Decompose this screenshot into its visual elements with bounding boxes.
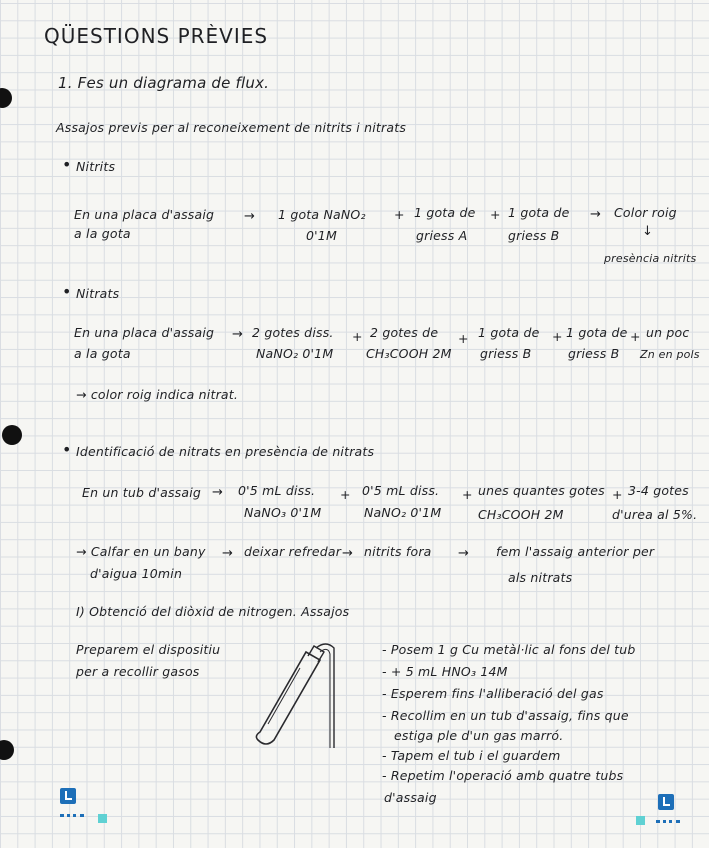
nitrats-step4-a: 1 gota de: [566, 325, 628, 340]
plus-sign: +: [458, 331, 469, 346]
plus-sign: +: [352, 329, 363, 344]
section2-step-6: - Tapem el tub i el guardem: [382, 748, 561, 763]
page-title: QÜESTIONS PRÈVIES: [44, 24, 269, 48]
ident-start: En un tub d'assaig: [82, 485, 202, 500]
bullet-icon: •: [62, 282, 72, 301]
ident-row2-a2: d'aigua 10min: [90, 566, 183, 581]
nitrits-step2-a: 1 gota de: [414, 205, 476, 220]
nitrits-step2-b: griess A: [416, 228, 468, 243]
flow-arrow: →: [590, 207, 602, 222]
cyan-square-icon: [636, 816, 645, 825]
ident-row2-c: nitrits fora: [364, 544, 432, 559]
section2-left-1: Preparem el dispositiu: [76, 642, 221, 657]
nitrats-step3-a: 1 gota de: [478, 325, 540, 340]
plus-sign: +: [490, 207, 501, 222]
ident-row2-b: deixar refredar: [244, 544, 342, 559]
nitrats-step1-a: 2 gotes diss.: [252, 325, 334, 340]
flow-arrow: →: [212, 485, 224, 500]
section2-step-5: estiga ple d'un gas marró.: [394, 728, 564, 743]
ident-row2-a1: → Calfar en un bany: [76, 544, 206, 559]
section2-step-3: - Esperem fins l'alliberació del gas: [382, 686, 604, 701]
ident-step1-a: 0'5 mL diss.: [238, 483, 316, 498]
ident-step2-b: NaNO₂ 0'1M: [364, 505, 442, 520]
nitrats-heading: Nitrats: [76, 286, 120, 301]
down-arrow-icon: ↓: [642, 224, 654, 239]
nitrats-note: → color roig indica nitrat.: [76, 387, 239, 402]
nitrits-result-note: presència nitrits: [604, 252, 697, 265]
ident-step3-a: unes quantes gotes: [478, 483, 605, 498]
flow-arrow: →: [232, 327, 244, 342]
binder-hole: [0, 740, 14, 760]
notebook-logo-icon: [656, 820, 680, 827]
nitrits-step3-a: 1 gota de: [508, 205, 570, 220]
nitrats-step1-b: NaNO₂ 0'1M: [256, 346, 334, 361]
identificacio-heading: Identificació de nitrats en presència de nitrats: [76, 444, 375, 459]
cyan-square-icon: [98, 814, 107, 823]
binder-hole: [2, 425, 22, 445]
nitrits-step1-a: 1 gota NaNO₂: [278, 207, 366, 222]
nitrats-step5-a: un poc: [646, 325, 690, 340]
flow-arrow: →: [244, 209, 256, 224]
section2-step-7: - Repetim l'operació amb quatre tubs: [382, 768, 624, 783]
notebook-logo-icon: [658, 794, 674, 810]
ident-step4-a: 3-4 gotes: [628, 483, 689, 498]
test-tube-apparatus-drawing: [248, 640, 368, 750]
section2-step-1: - Posem 1 g Cu metàl·lic al fons del tub: [382, 642, 636, 657]
section2-step-8: d'assaig: [384, 790, 437, 805]
flow-arrow: →: [342, 546, 354, 561]
question-heading: 1. Fes un diagrama de flux.: [58, 74, 270, 92]
flow-arrow: →: [458, 546, 470, 561]
plus-sign: +: [462, 487, 473, 502]
bullet-icon: •: [62, 440, 72, 459]
nitrats-step2-a: 2 gotes de: [370, 325, 439, 340]
section2-step-2: - + 5 mL HNO₃ 14M: [382, 664, 508, 679]
nitrats-step2-b: CH₃COOH 2M: [366, 346, 452, 361]
ident-step1-b: NaNO₃ 0'1M: [244, 505, 322, 520]
ident-row2-d2: als nitrats: [508, 570, 573, 585]
notebook-logo-icon: [60, 814, 84, 821]
flow-arrow: →: [222, 546, 234, 561]
plus-sign: +: [394, 207, 405, 222]
intro-text: Assajos previs per al reconeixement de nitrits i nitrats: [56, 120, 407, 135]
nitrits-start-2: a la gota: [74, 226, 131, 241]
nitrats-step5-b: Zn en pols: [640, 348, 700, 361]
nitrits-step1-b: 0'1M: [306, 228, 337, 243]
nitrits-step3-b: griess B: [508, 228, 560, 243]
plus-sign: +: [340, 487, 351, 502]
section2-left-2: per a recollir gasos: [76, 664, 200, 679]
nitrits-result: Color roig: [614, 205, 677, 220]
nitrats-start-2: a la gota: [74, 346, 131, 361]
binder-hole: [0, 88, 12, 108]
nitrits-heading: Nitrits: [76, 159, 116, 174]
notebook-logo-icon: [60, 788, 76, 804]
plus-sign: +: [630, 329, 641, 344]
plus-sign: +: [552, 329, 563, 344]
section2-heading: I) Obtenció del diòxid de nitrogen. Assajos: [76, 604, 350, 619]
nitrats-step4-b: griess B: [568, 346, 620, 361]
ident-row2-d1: fem l'assaig anterior per: [496, 544, 655, 559]
nitrats-step3-b: griess B: [480, 346, 532, 361]
nitrats-start-1: En una placa d'assaig: [74, 325, 215, 340]
nitrits-start-1: En una placa d'assaig: [74, 207, 215, 222]
ident-step4-b: d'urea al 5%.: [612, 507, 698, 522]
ident-step3-b: CH₃COOH 2M: [478, 507, 564, 522]
section2-step-4: - Recollim en un tub d'assaig, fins que: [382, 708, 629, 723]
ident-step2-a: 0'5 mL diss.: [362, 483, 440, 498]
bullet-icon: •: [62, 155, 72, 174]
plus-sign: +: [612, 487, 623, 502]
